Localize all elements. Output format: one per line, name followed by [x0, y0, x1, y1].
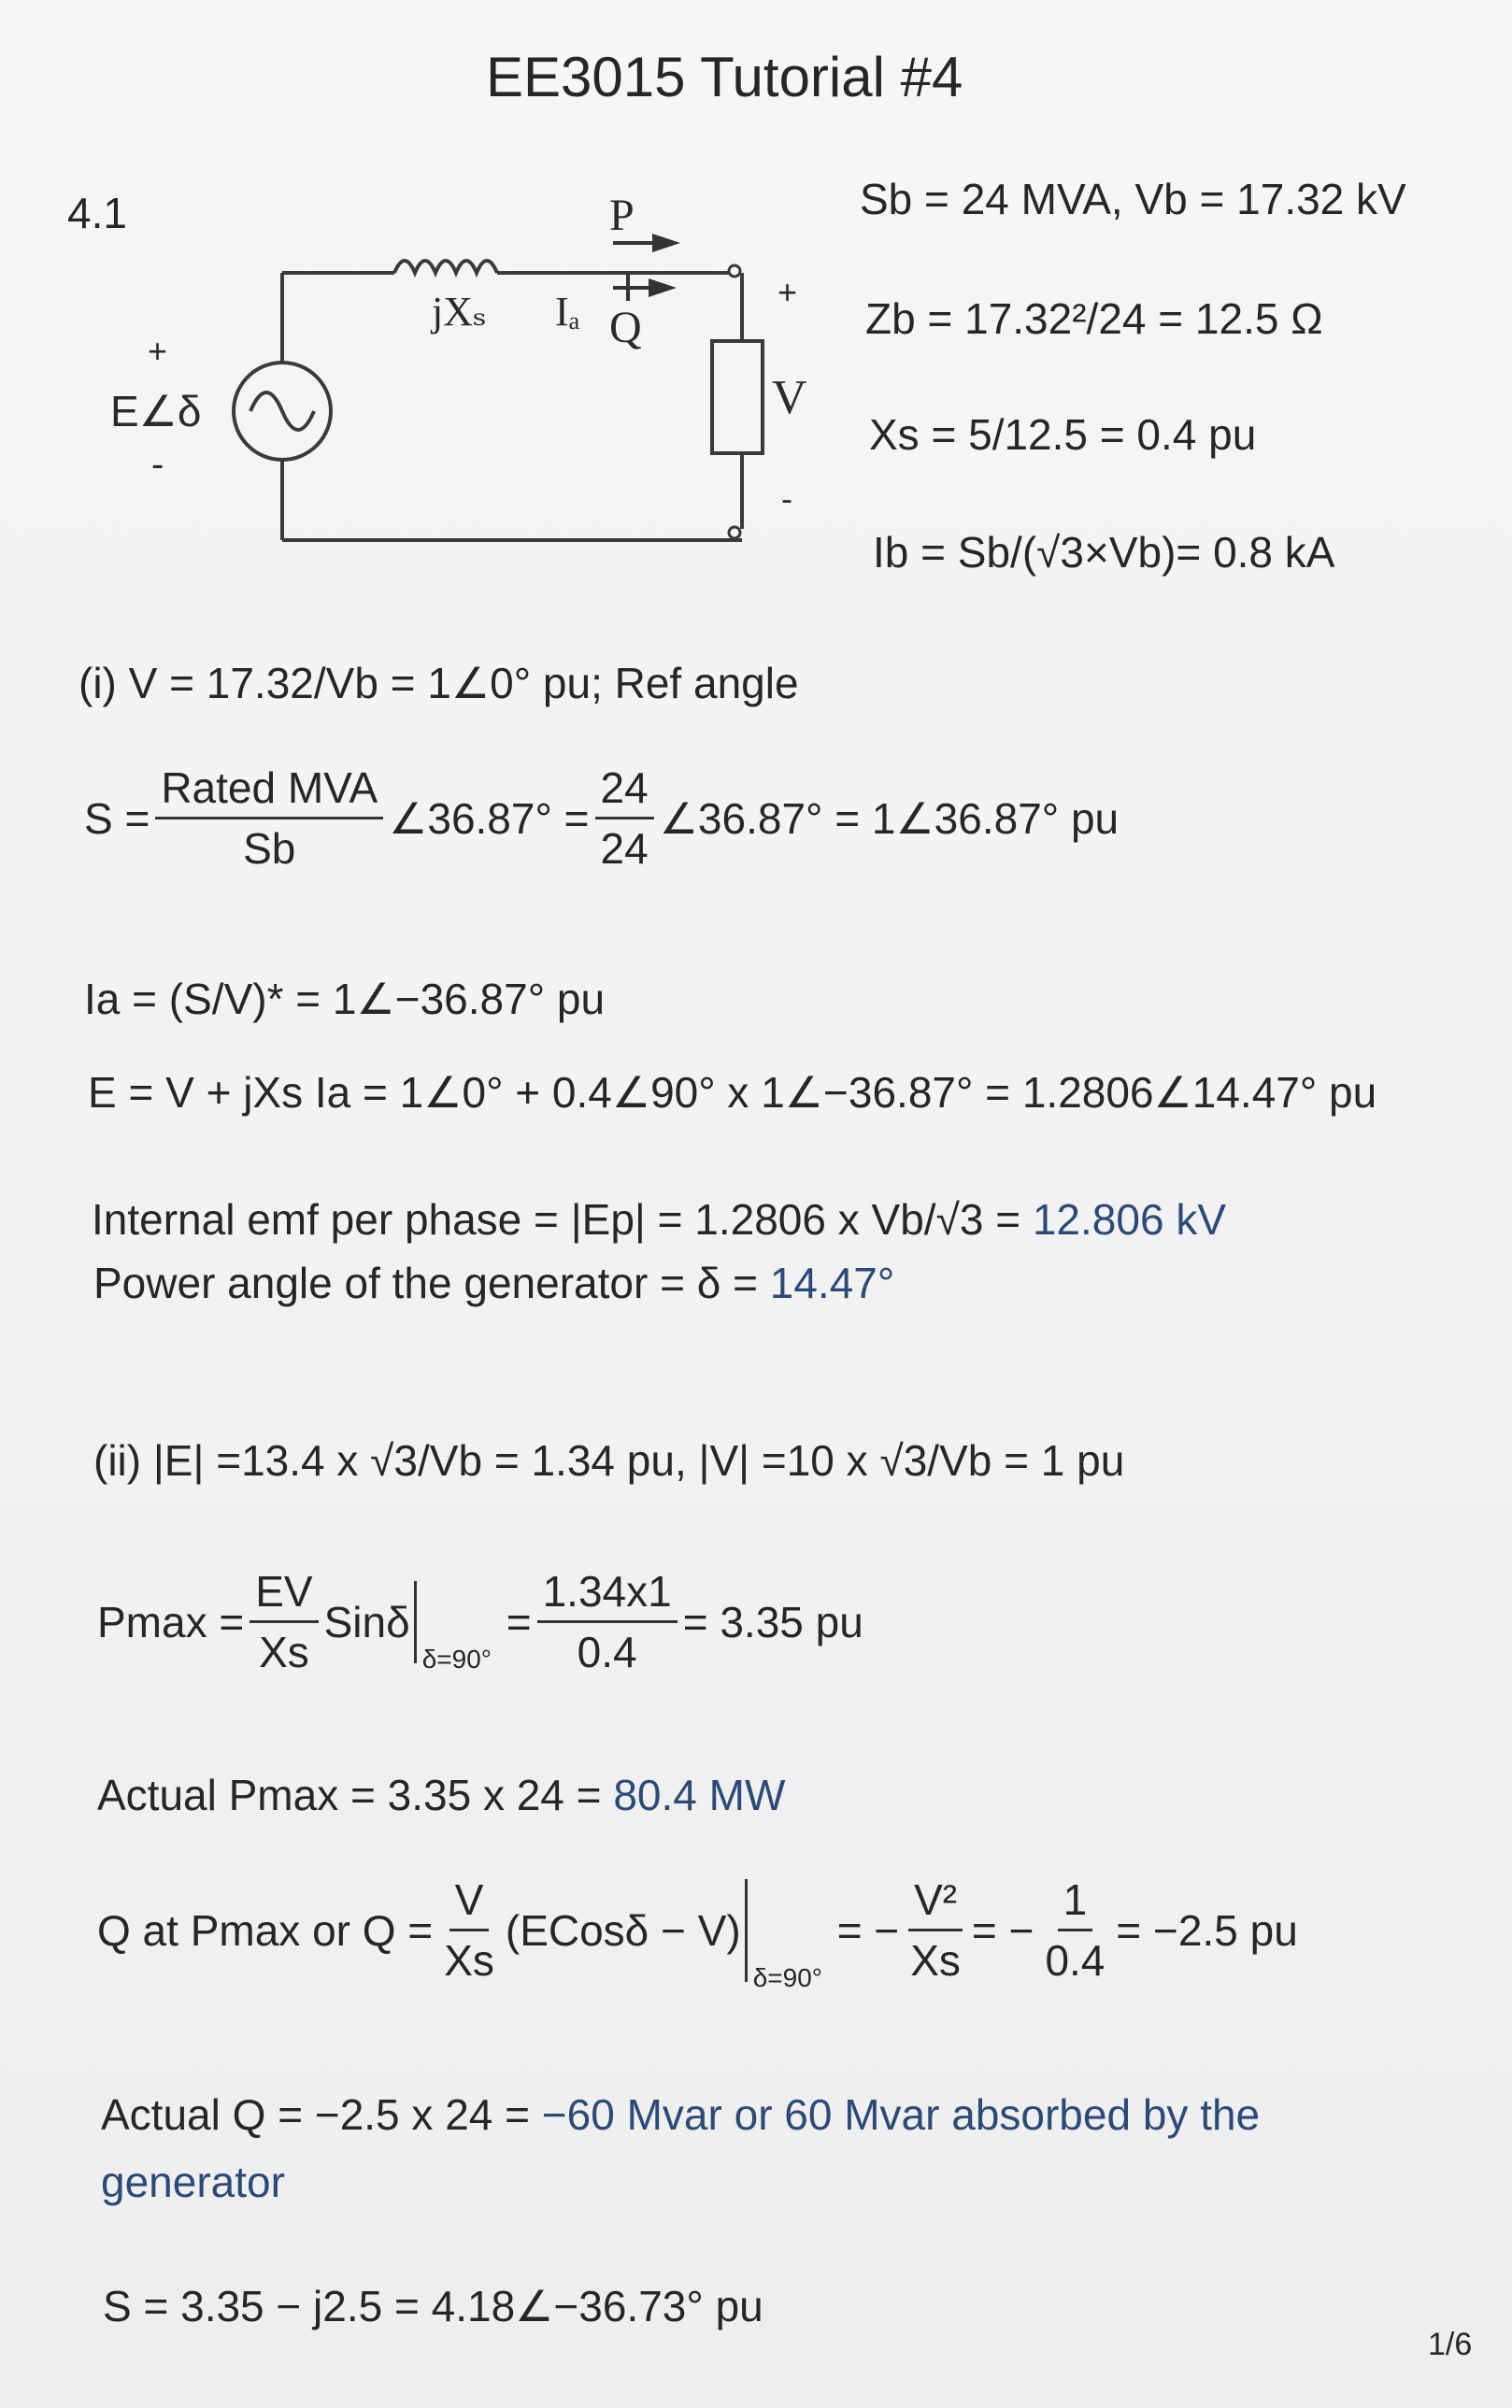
reactance-label: jXₛ [432, 289, 487, 335]
q-fraction-3 [1039, 1875, 1110, 1985]
q-lhs: Q at Pmax or Q = [97, 1905, 434, 1955]
s-fraction-2 [595, 763, 654, 873]
base-xs: Xs = 5/12.5 = 0.4 pu [869, 410, 1257, 459]
actual-q-value: −60 Mvar or 60 Mvar absorbed by the [541, 2090, 1261, 2139]
source-label: E∠δ [110, 387, 202, 435]
source-plus-sign: + [148, 332, 168, 370]
pmax-rhs: = 3.35 pu [682, 1597, 863, 1646]
emf-value: 12.806 kV [1032, 1195, 1227, 1244]
angle-value: 14.47° [769, 1259, 895, 1307]
part-i-internal-emf [92, 1195, 1227, 1244]
actual-pmax-text: Actual Pmax = 3.35 x 24 = [97, 1771, 614, 1819]
pmax-den2: 0.4 [577, 1628, 637, 1676]
q-eval-bar [745, 1879, 822, 1992]
part-ii-actual-pmax [97, 1771, 786, 1819]
part-ii-q-equation [97, 1875, 1298, 1992]
load-voltage-label: V [772, 371, 807, 424]
base-sb-vb: Sb = 24 MVA, Vb = 17.32 kV [860, 175, 1406, 223]
angle-text: Power angle of the generator = δ = [93, 1259, 770, 1307]
base-ib: Ib = Sb/(√3×Vb)= 0.8 kA [873, 528, 1335, 577]
pmax-fraction-1 [250, 1567, 318, 1676]
page-number: 1/6 [1428, 2327, 1473, 2362]
s-num: Rated MVA [155, 766, 383, 819]
load-minus-sign: - [781, 479, 792, 518]
part-i-emf-equation: E = V + jXs Ia = 1∠0° + 0.4∠90° x 1∠−36.87° = 1.2806∠14.47° pu [88, 1068, 1377, 1117]
q-num3: 1 [1058, 1878, 1093, 1931]
part-ii-pmax-equation [97, 1567, 863, 1676]
q-den3: 0.4 [1045, 1936, 1105, 1985]
part-ii-actual-q [101, 2090, 1261, 2139]
part-ii-magnitudes: (ii) |E| =13.4 x √3/Vb = 1.34 pu, |V| =10 x √3/Vb = 1 pu [93, 1436, 1125, 1485]
load-plus-sign: + [777, 273, 798, 311]
s-num2: 24 [595, 766, 654, 819]
q-rhs: = −2.5 pu [1116, 1905, 1298, 1955]
q-mid: (ECosδ − V) [505, 1905, 741, 1955]
pmax-num2: 1.34x1 [537, 1570, 678, 1623]
emf-text: Internal emf per phase = |Ep| = 1.2806 x Vb/√3 = [92, 1195, 1033, 1244]
part-ii-final-s: S = 3.35 − j2.5 = 4.18∠−36.73° pu [103, 2282, 763, 2330]
q-den: Xs [444, 1936, 494, 1985]
ac-source-wave [250, 392, 314, 430]
q-eq2: = − [971, 1905, 1034, 1955]
q-fraction-1 [438, 1875, 500, 1985]
part-i-voltage: (i) V = 17.32/Vb = 1∠0° pu; Ref angle [78, 659, 799, 707]
source-minus-sign: - [151, 444, 164, 485]
part-i-complex-power [84, 763, 1120, 873]
problem-number: 4.1 [67, 189, 127, 237]
current-label: Iₐ [555, 289, 580, 335]
inductor-coil [394, 261, 497, 273]
part-i-power-angle [93, 1259, 895, 1307]
actual-pmax-value: 80.4 MW [613, 1771, 786, 1819]
pmax-sin: Sinδ [323, 1597, 410, 1646]
q-den2: Xs [910, 1936, 961, 1985]
q-fraction-2 [905, 1875, 966, 1985]
terminal-top [729, 265, 740, 277]
base-zb: Zb = 17.32²/24 = 12.5 Ω [865, 294, 1323, 343]
pmax-fraction-2 [537, 1567, 678, 1676]
pmax-eval-bar [414, 1581, 492, 1674]
power-label-q: Q [609, 303, 642, 352]
pmax-lhs: Pmax = [97, 1597, 245, 1646]
page-title: EE3015 Tutorial #4 [486, 46, 963, 108]
part-i-current: Ia = (S/V)* = 1∠−36.87° pu [84, 975, 606, 1023]
circuit-diagram [84, 168, 888, 561]
terminal-bottom [729, 527, 740, 538]
s-fraction-1 [155, 763, 383, 873]
q-eval: δ=90° [752, 1962, 822, 1992]
s-den: Sb [243, 824, 296, 873]
part-ii-actual-q-continued: generator [101, 2158, 285, 2206]
pmax-den: Xs [259, 1628, 309, 1676]
q-num2: V² [908, 1878, 963, 1931]
s-mid: ∠36.87° = [389, 793, 590, 843]
power-label-p: P [609, 191, 635, 240]
actual-q-text: Actual Q = −2.5 x 24 = [101, 2090, 542, 2139]
q-num: V [449, 1878, 490, 1931]
load-resistor [712, 341, 763, 453]
pmax-eq: = [506, 1597, 532, 1646]
s-rhs: ∠36.87° = 1∠36.87° pu [659, 793, 1120, 843]
pmax-eval: δ=90° [421, 1644, 492, 1674]
s-lhs: S = [84, 793, 150, 843]
pmax-num: EV [250, 1570, 318, 1623]
s-den2: 24 [600, 824, 649, 873]
q-eq1: = − [836, 1905, 900, 1955]
